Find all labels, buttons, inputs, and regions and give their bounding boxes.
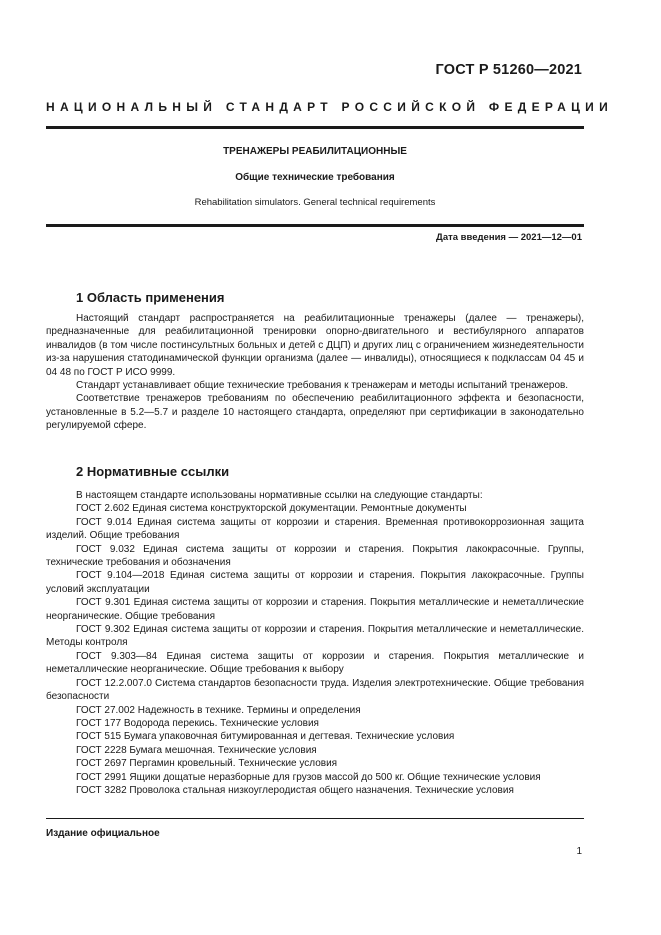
reference-item: ГОСТ 2697 Пергамин кровельный. Технические условия bbox=[76, 758, 338, 770]
document-title-english: Rehabilitation simulators. General technical requirements bbox=[194, 197, 436, 208]
reference-item: ГОСТ 3282 Проволока стальная низкоуглеродистая общего назначения. Технические условия bbox=[76, 784, 514, 796]
standard-number: ГОСТ Р 51260—2021 bbox=[435, 62, 582, 78]
section-1-title: 1 Область применения bbox=[76, 290, 225, 305]
document-subtitle: Общие технические требования bbox=[235, 172, 395, 183]
reference-item: ГОСТ 177 Водорода перекись. Технические условия bbox=[76, 717, 319, 729]
section-1-body bbox=[46, 312, 584, 433]
paragraph: Стандарт устанавливает общие технические требования к тренажерам и методы испытаний тренажеров. bbox=[76, 380, 569, 392]
reference-item: ГОСТ 9.303—84 Единая система защиты от коррозии и старения. Покрытия металлические и неметаллические неорганические. Общие требования к выбору bbox=[46, 650, 584, 676]
reference-item: ГОСТ 2228 Бумага мешочная. Технические условия bbox=[76, 744, 317, 756]
top-rule bbox=[46, 126, 584, 129]
paragraph: Соответствие тренажеров требованиям по обеспечению реабилитационного эффекта и безопасности, установленные в 5.2—5.7 и разделе 10 настоящего стандарта, определяют при сертификации в законодательно регулируемой сфере. bbox=[46, 393, 584, 432]
paragraph: Настоящий стандарт распространяется на реабилитационные тренажеры (далее — тренажеры), предназначенные для реабилитационной тренировки опорно-двигательного и вестибулярного аппаратов инвалидов (в том числе постинсультных больных и детей с ДЦП) и других лиц с ограничением жизнедеятельности из-за нарушения статодинамической функции организма (далее — инвалиды), относящиеся к подклассам 04 45 и 04 48 по ГОСТ Р ИСО 9999. bbox=[46, 313, 584, 378]
reference-item: ГОСТ 515 Бумага упаковочная битумированная и дегтевая. Технические условия bbox=[76, 731, 455, 743]
reference-item: ГОСТ 9.302 Единая система защиты от коррозии и старения. Покрытия металлические и неметаллические. Методы контроля bbox=[46, 624, 584, 649]
reference-item: ГОСТ 9.014 Единая система защиты от коррозии и старения. Временная противокоррозионная защита изделий. Общие требования bbox=[46, 516, 584, 542]
section-2-body bbox=[46, 489, 584, 797]
intro-date: Дата введения — 2021—12—01 bbox=[436, 232, 582, 243]
title-rule bbox=[46, 224, 584, 227]
section-2-title: 2 Нормативные ссылки bbox=[76, 464, 230, 479]
footer-rule bbox=[46, 818, 584, 819]
reference-item: ГОСТ 27.002 Надежность в технике. Термины и определения bbox=[76, 704, 361, 716]
reference-item: ГОСТ 12.2.007.0 Система стандартов безопасности труда. Изделия электротехнические. Общие требования безопасности bbox=[46, 677, 584, 703]
reference-item: ГОСТ 2.602 Единая система конструкторской документации. Ремонтные документы bbox=[76, 503, 467, 515]
edition-label: Издание официальное bbox=[46, 828, 160, 839]
reference-item: ГОСТ 9.301 Единая система защиты от коррозии и старения. Покрытия металлические и неметаллические неорганические. Общие требования bbox=[46, 597, 584, 622]
reference-item: ГОСТ 9.104—2018 Единая система защиты от коррозии и старения. Покрытия лакокрасочные. Группы условий эксплуатации bbox=[46, 570, 584, 595]
reference-item: ГОСТ 2991 Ящики дощатые неразборные для грузов массой до 500 кг. Общие технические условия bbox=[76, 771, 541, 783]
page-number: 1 bbox=[576, 846, 582, 857]
section-2-intro: В настоящем стандарте использованы нормативные ссылки на следующие стандарты: bbox=[76, 490, 483, 501]
document-title: ТРЕНАЖЕРЫ РЕАБИЛИТАЦИОННЫЕ bbox=[223, 146, 407, 157]
reference-item: ГОСТ 9.032 Единая система защиты от коррозии и старения. Покрытия лакокрасочные. Группы, технические требования и обозначения bbox=[46, 543, 584, 569]
national-standard-heading: НАЦИОНАЛЬНЫЙ СТАНДАРТ РОССИЙСКОЙ ФЕДЕРАЦИИ bbox=[46, 100, 614, 114]
